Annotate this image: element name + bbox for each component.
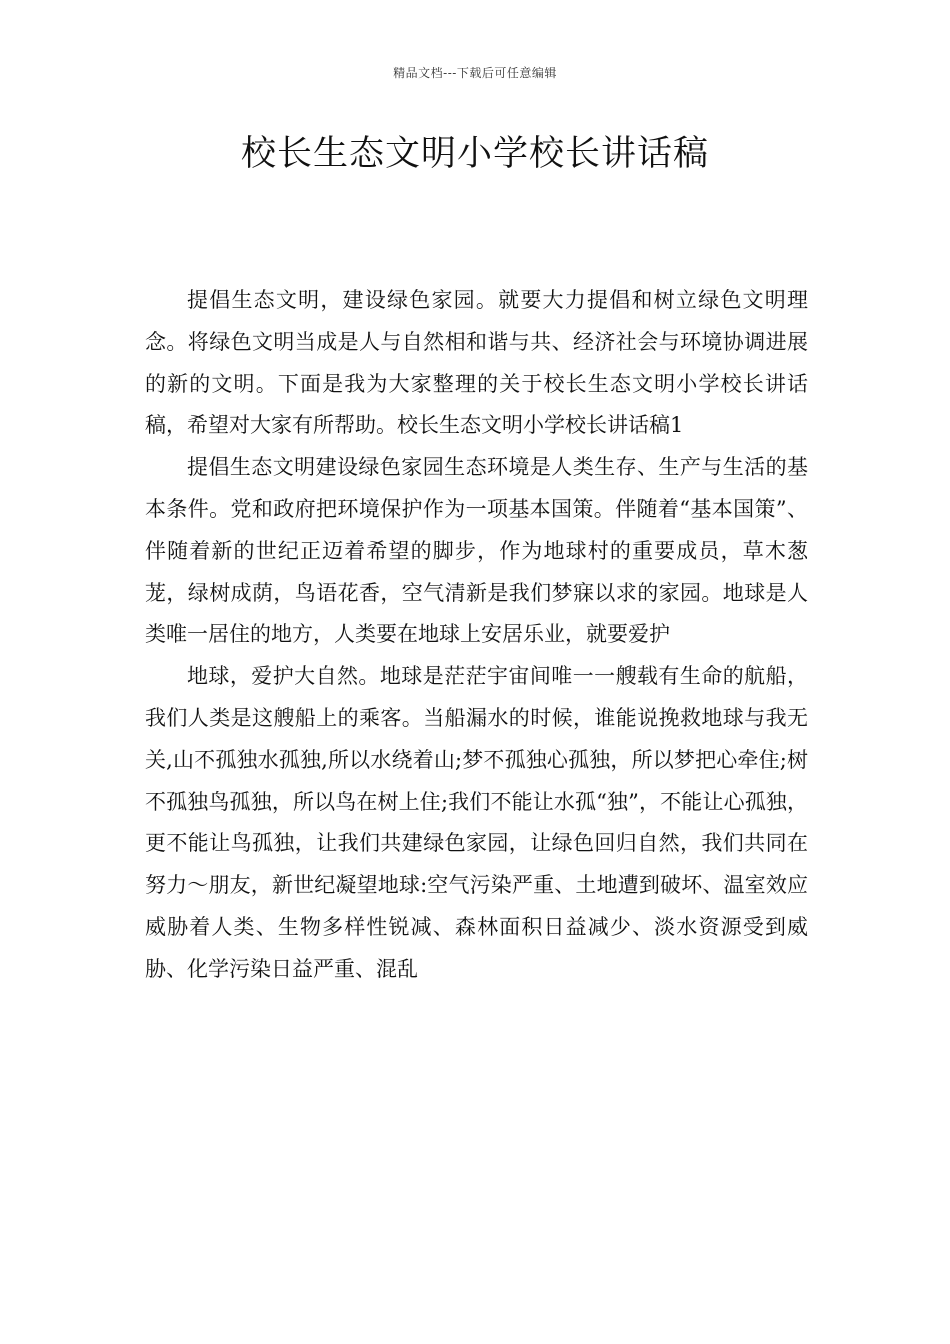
document-title: 校长生态文明小学校长讲话稿 bbox=[240, 134, 709, 174]
paragraph: 提倡生态文明，建设绿色家园。就要大力提倡和树立绿色文明理念。将绿色文明当成是人与自然相和谐与共、经济社会与环境协调进展的新的文明。下面是我为大家整理的关于校长生态文明小学校长讲话稿，希望对大家有所帮助。校长生态文明小学校长讲话稿1 bbox=[145, 288, 808, 438]
document-body bbox=[145, 280, 808, 991]
page-header-note: 精品文档---下载后可任意编辑 bbox=[393, 66, 557, 80]
paragraph: 提倡生态文明建设绿色家园生态环境是人类生存、生产与生活的基本条件。党和政府把环境保护作为一项基本国策。伴随着“基本国策”、伴随着新的世纪正迈着希望的脚步，作为地球村的重要成员，草木葱茏，绿树成荫，鸟语花香，空气清新是我们梦寐以求的家园。地球是人类唯一居住的地方，人类要在地球上安居乐业，就要爱护 bbox=[145, 455, 808, 647]
paragraph: 地球，爱护大自然。地球是茫茫宇宙间唯一一艘载有生命的航船，我们人类是这艘船上的乘客。当船漏水的时候，谁能说挽救地球与我无关,山不孤独水孤独,所以水绕着山;梦不孤独心孤独，所以梦把心牵住;树不孤独鸟孤独，所以鸟在树上住;我们不能让水孤“独”，不能让心孤独，更不能让鸟孤独，让我们共建绿色家园，让绿色回归自然，我们共同在努力～朋友，新世纪凝望地球:空气污染严重、土地遭到破坏、温室效应威胁着人类、生物多样性锐减、森林面积日益减少、淡水资源受到威胁、化学污染日益严重、混乱 bbox=[145, 664, 808, 981]
